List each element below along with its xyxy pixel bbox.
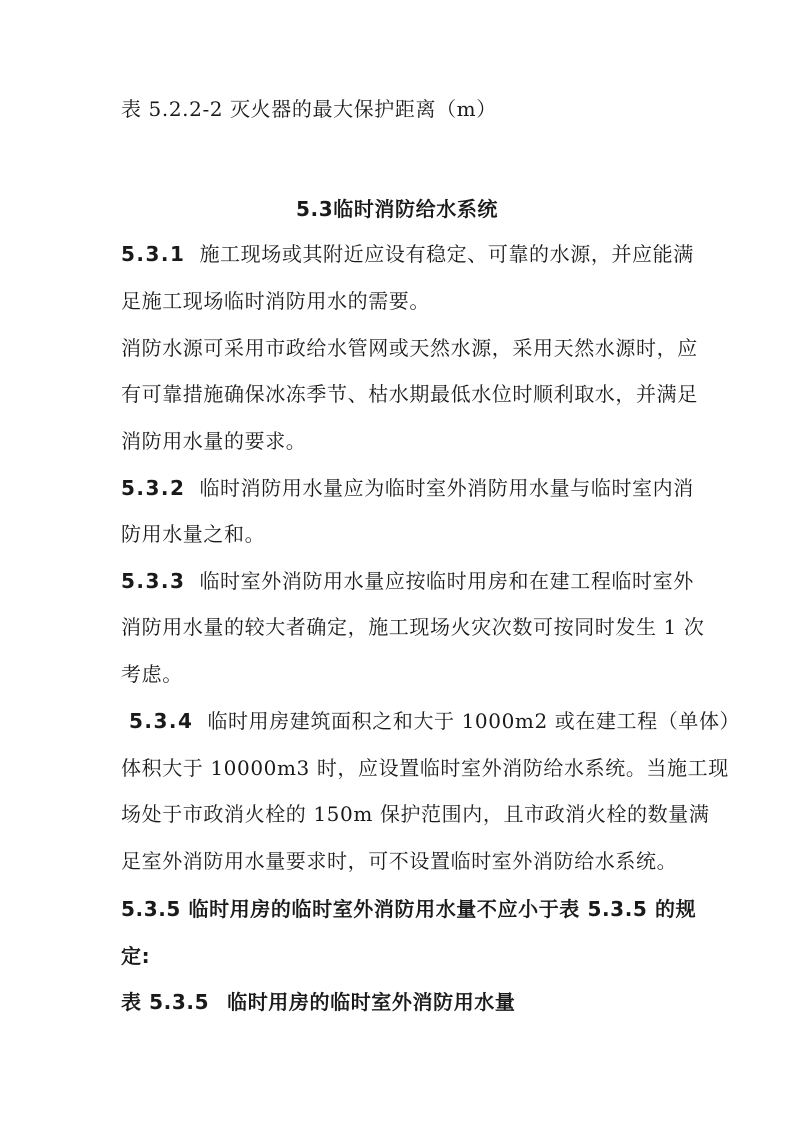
clause-5-3-3-line-3: 考虑。 [121,662,183,686]
table-number: 表 5.3.5 [121,990,210,1014]
clause-5-3-4-line-2: 体积大于 10000m3 时，应设置临时室外消防给水系统。当施工现 [121,756,729,780]
clause-5-3-4-line-4: 足室外消防用水量要求时，可不设置临时室外消防给水系统。 [121,849,678,873]
section-heading: 5.3临时消防给水系统 [295,197,499,221]
note-line-3: 消防用水量的要求。 [121,429,307,453]
clause-5-3-2-line-2: 防用水量之和。 [121,522,266,546]
clause-5-3-1-line-2: 足施工现场临时消防用水的需要。 [121,289,430,313]
clause-5-3-4-line-3: 场处于市政消火栓的 150m 保护范围内，且市政消火栓的数量满 [121,802,710,826]
note-line-2: 有可靠措施确保冰冻季节、枯水期最低水位时顺利取水，并满足 [121,382,698,406]
table-caption-bottom [121,989,681,1015]
note-line-1: 消防水源可采用市政给水管网或天然水源，采用天然水源时，应 [121,336,698,360]
table-caption-top: 表 5.2.2-2 灭火器的最大保护距离（m） [121,97,497,121]
clause-text: 临时用房建筑面积之和大于 1000m2 或在建工程（单体） [207,709,741,733]
clause-number: 5.3.3 [121,569,186,593]
clause-5-3-2-line-1 [121,475,694,501]
clause-text: 施工现场或其附近应设有稳定、可靠的水源，并应能满 [199,242,694,266]
clause-number: 5.3.1 [121,242,186,266]
clause-number: 5.3.4 [129,709,194,733]
clause-text: 临时消防用水量应为临时室外消防用水量与临时室内消 [199,476,694,500]
clause-5-3-5-line-1: 5.3.5 临时用房的临时室外消防用水量不应小于表 5.3.5 的规 [121,897,697,921]
clause-5-3-3-line-1 [121,568,694,594]
clause-5-3-5-line-2: 定: [121,944,151,968]
clause-text: 临时室外消防用水量应按临时用房和在建工程临时室外 [199,569,694,593]
table-title: 临时用房的临时室外消防用水量 [227,990,516,1014]
clause-5-3-1-line-1 [121,241,694,267]
clause-number: 5.3.2 [121,476,186,500]
clause-5-3-4-line-1 [129,708,741,734]
clause-5-3-3-line-2: 消防用水量的较大者确定，施工现场火灾次数可按同时发生 1 次 [121,615,705,639]
